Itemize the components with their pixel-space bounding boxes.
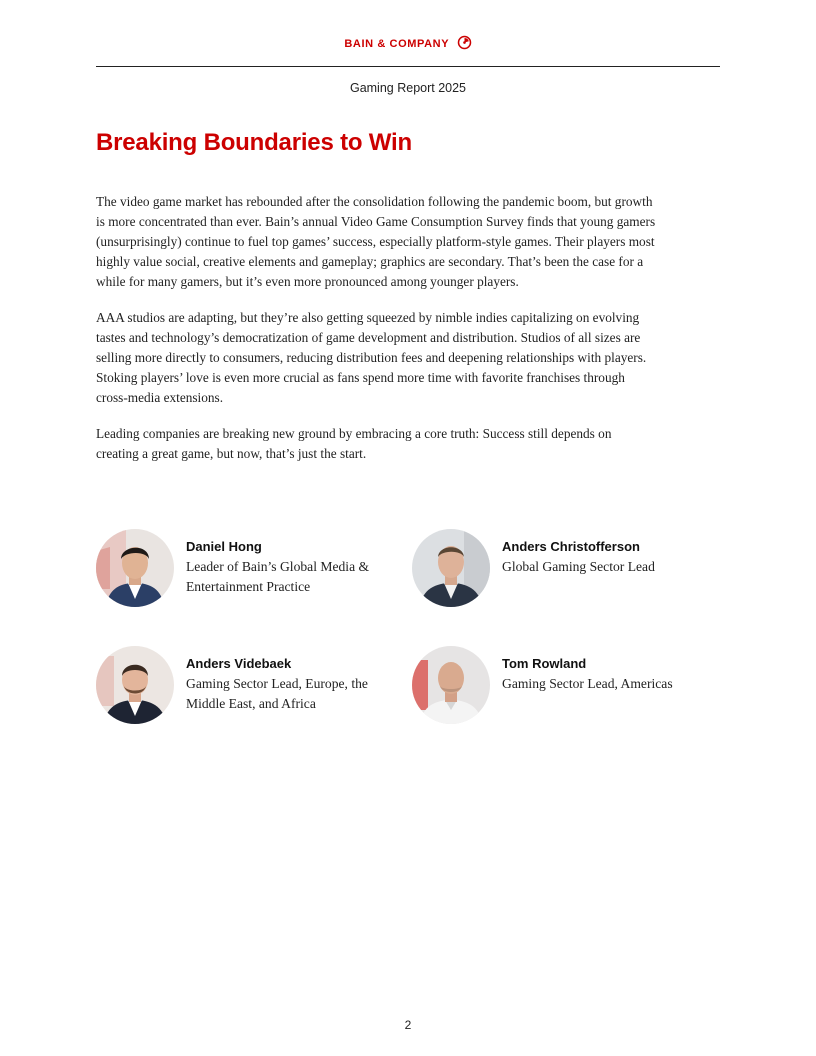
author-info bbox=[502, 537, 702, 577]
author-portrait-avatar bbox=[412, 646, 490, 724]
author-role: Leader of Bain’s Global Media & Entertainment Practice bbox=[186, 559, 370, 594]
page-headline: Breaking Boundaries to Win bbox=[96, 129, 412, 156]
page-number: 2 bbox=[404, 1018, 412, 1032]
author-card bbox=[96, 529, 386, 607]
body-paragraph: Leading companies are breaking new ground by embracing a core truth: Success still depends on creating a great game, but now, that’s just the start. bbox=[96, 426, 612, 461]
author-name: Tom Rowland bbox=[502, 656, 587, 671]
header-divider bbox=[96, 66, 720, 67]
author-card bbox=[412, 529, 702, 607]
body-paragraph: The video game market has rebounded after the consolidation following the pandemic boom, but growth is more concentrated than ever. Bain’s annual Video Game Consumption Survey finds that young gamers (unsurprisingly) continue to fuel top games’ success, especially platform-style games. Their players most highly value social, creative elements and gameplay; graphics are secondary. That’s been the case for a while for many gamers, but it’s even more pronounced among younger players. bbox=[96, 194, 656, 289]
brand-wordmark: BAIN & COMPANY bbox=[344, 38, 449, 50]
author-portrait-avatar bbox=[412, 529, 490, 607]
author-name: Daniel Hong bbox=[186, 539, 262, 554]
brand-mark-icon bbox=[457, 35, 472, 50]
author-role: Gaming Sector Lead, Europe, the Middle East, and Africa bbox=[186, 676, 368, 711]
author-portrait-avatar bbox=[96, 646, 174, 724]
author-name: Anders Videbaek bbox=[186, 656, 292, 671]
author-card bbox=[412, 646, 702, 724]
author-info bbox=[186, 654, 386, 714]
body-copy bbox=[96, 192, 656, 480]
author-info bbox=[186, 537, 386, 597]
author-role: Global Gaming Sector Lead bbox=[502, 559, 655, 574]
author-card bbox=[96, 646, 386, 724]
report-title: Gaming Report 2025 bbox=[349, 81, 467, 95]
author-name: Anders Christofferson bbox=[502, 539, 640, 554]
author-info bbox=[502, 654, 702, 694]
body-paragraph: AAA studios are adapting, but they’re also getting squeezed by nimble indies capitalizing on evolving tastes and technology’s democratization of game development and distribution. Studios of all sizes are selling more directly to consumers, reducing distribution fees and deepening relationships with players. Stoking players’ love is even more crucial as fans spend more time with favorite franchises through cross-media extensions. bbox=[96, 310, 647, 405]
author-portrait-avatar bbox=[96, 529, 174, 607]
brand-logo bbox=[0, 36, 816, 52]
author-role: Gaming Sector Lead, Americas bbox=[502, 676, 673, 691]
